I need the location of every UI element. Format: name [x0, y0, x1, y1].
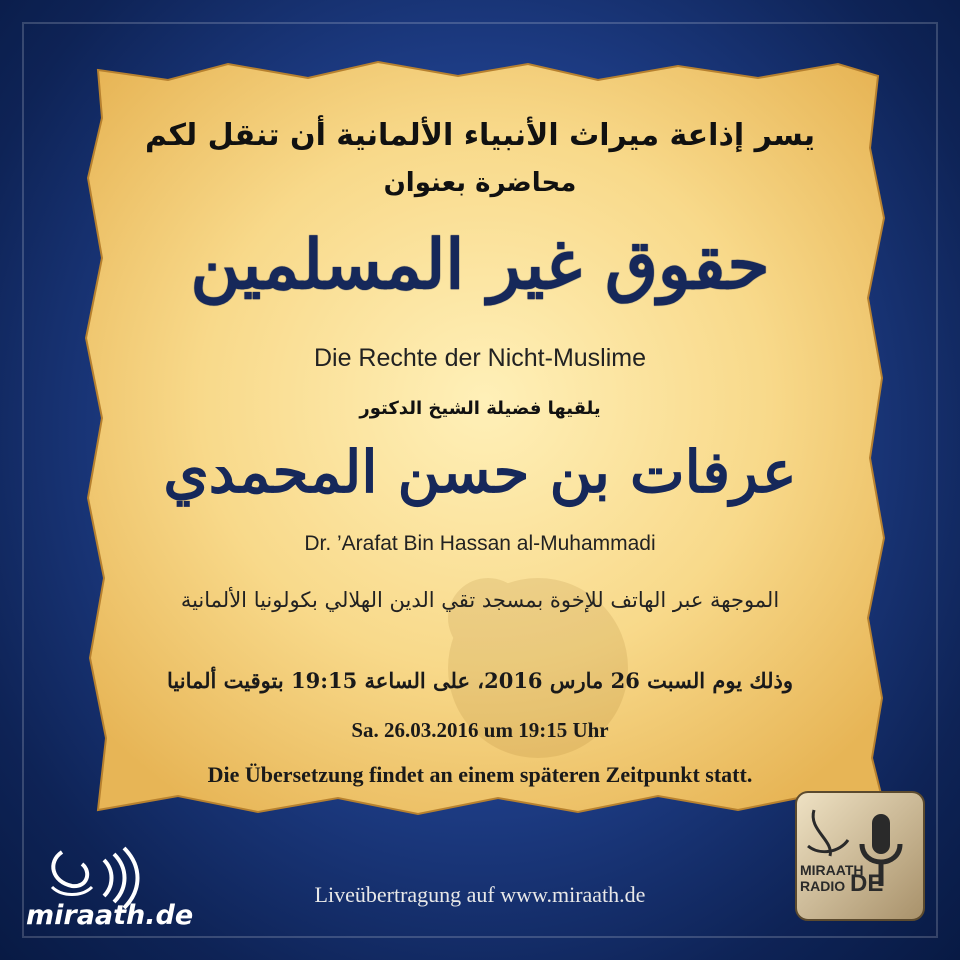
speaker-intro: يلقيها فضيلة الشيخ الدكتور — [359, 398, 601, 419]
date-german: Sa. 26.03.2016 um 19:15 Uhr — [351, 718, 609, 742]
miraath-logo-text: miraath.de — [26, 900, 194, 931]
radio-line-2: RADIO — [800, 878, 846, 894]
miraath-radio-logo-icon — [794, 790, 926, 930]
speaker-latin: Dr. ’Arafat Bin Hassan al-Muhammadi — [304, 532, 656, 555]
speaker-arabic-calligraphy: عرفات بن حسن المحمدي — [163, 438, 797, 506]
date-arabic: وذلك يوم السبت 26 مارس 2016، على الساعة 19:15 بتوقيت ألمانيا — [167, 668, 793, 693]
radio-line-1: MIRAATH — [800, 862, 864, 878]
translation-note: Die Übersetzung findet an einem späteren Zeitpunkt statt. — [207, 762, 753, 787]
radio-de-label: DE — [850, 870, 884, 897]
title-german: Die Rechte der Nicht-Muslime — [313, 344, 647, 372]
header-line-1: يسر إذاعة ميراث الأنبياء الألمانية أن تنقل لكم — [144, 118, 816, 153]
title-arabic-calligraphy: حقوق غير المسلمين — [190, 225, 770, 305]
directed-to: الموجهة عبر الهاتف للإخوة بمسجد تقي الدين الهلالي بكولونيا الألمانية — [180, 588, 780, 612]
live-broadcast-link[interactable]: Liveübertragung auf www.miraath.de — [314, 882, 646, 907]
header-line-2: محاضرة بعنوان — [383, 168, 577, 198]
